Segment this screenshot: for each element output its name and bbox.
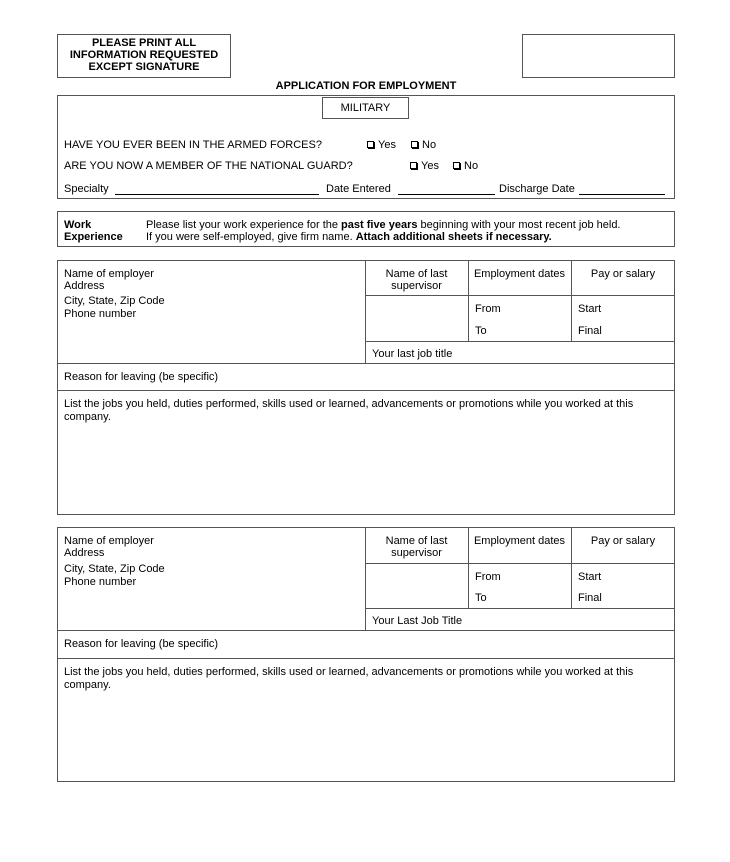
employer-city-label: City, State, Zip Code	[64, 295, 165, 307]
yes-label: Yes	[378, 139, 396, 151]
form-title: APPLICATION FOR EMPLOYMENT	[275, 80, 457, 92]
employment-dates-label: Employment dates	[473, 268, 566, 280]
employer-city-label: City, State, Zip Code	[64, 563, 165, 575]
supervisor-label: Name of last	[385, 268, 448, 280]
specialty-field[interactable]	[115, 194, 319, 195]
from-label: From	[475, 303, 501, 315]
work-experience-label-1: Work	[64, 219, 92, 231]
divider	[57, 363, 675, 364]
divider	[365, 295, 675, 296]
pay-label: Pay or salary	[590, 535, 656, 547]
yes-label: Yes	[421, 160, 439, 172]
job-title-label: Your Last Job Title	[372, 615, 463, 627]
final-label: Final	[578, 325, 602, 337]
employer-phone-label: Phone number	[64, 308, 137, 320]
employment-dates-label: Employment dates	[473, 535, 566, 547]
employer-phone-label: Phone number	[64, 576, 137, 588]
work-experience-label-2: Experience	[64, 231, 123, 243]
date-entered-field[interactable]	[398, 194, 495, 195]
date-entered-label: Date Entered	[326, 183, 391, 195]
instruction-emphasis: Attach additional sheets if necessary.	[355, 231, 552, 243]
divider	[57, 390, 675, 391]
reason-for-leaving-label: Reason for leaving (be specific)	[64, 638, 219, 650]
final-label: Final	[578, 592, 602, 604]
instruction-text: Please list your work experience for the	[146, 219, 342, 231]
employer-address-label: Address	[64, 280, 105, 292]
work-experience-instruction-2	[146, 231, 552, 244]
instruction-emphasis: past five years	[341, 219, 418, 231]
to-label: To	[475, 325, 487, 337]
job-title-label: Your last job title	[372, 348, 453, 360]
supervisor-label: supervisor	[391, 547, 442, 559]
armed-forces-question: HAVE YOU EVER BEEN IN THE ARMED FORCES?	[64, 139, 322, 151]
employer-address-label: Address	[64, 547, 105, 559]
checkbox-icon[interactable]	[367, 141, 374, 148]
instruction-text: If you were self-employed, give firm name.	[146, 231, 356, 243]
reason-for-leaving-label: Reason for leaving (be specific)	[64, 371, 219, 383]
national-guard-question: ARE YOU NOW A MEMBER OF THE NATIONAL GUARD?	[64, 160, 353, 172]
pay-label: Pay or salary	[590, 268, 656, 280]
to-label: To	[475, 592, 487, 604]
print-notice-line-1: PLEASE PRINT ALL	[91, 37, 197, 49]
employer-name-label: Name of employer	[64, 268, 154, 280]
divider	[57, 630, 675, 631]
divider	[365, 341, 675, 342]
armed-forces-no-option[interactable]	[411, 139, 436, 152]
divider	[365, 608, 675, 609]
checkbox-icon[interactable]	[410, 162, 417, 169]
instruction-text: beginning with your most recent job held.	[417, 219, 621, 231]
no-label: No	[422, 139, 437, 151]
divider	[365, 563, 675, 564]
from-label: From	[475, 571, 501, 583]
discharge-date-label: Discharge Date	[499, 183, 575, 195]
supervisor-label: supervisor	[391, 280, 442, 292]
print-notice-line-2: INFORMATION REQUESTED	[69, 49, 219, 61]
armed-forces-yes-option[interactable]	[367, 139, 396, 152]
print-notice-line-3: EXCEPT SIGNATURE	[88, 61, 200, 73]
divider	[57, 658, 675, 659]
checkbox-icon[interactable]	[453, 162, 460, 169]
jobs-held-instruction: List the jobs you held, duties performed, skills used or learned, advancements or promotions while you worked at this company.	[64, 666, 634, 691]
checkbox-icon[interactable]	[411, 141, 418, 148]
military-heading: MILITARY	[340, 102, 391, 114]
start-label: Start	[578, 303, 602, 315]
specialty-label: Specialty	[64, 183, 109, 195]
discharge-date-field[interactable]	[579, 194, 665, 195]
employer-name-label: Name of employer	[64, 535, 154, 547]
office-use-box[interactable]	[522, 34, 675, 78]
supervisor-label: Name of last	[385, 535, 448, 547]
no-label: No	[464, 160, 479, 172]
national-guard-yes-option[interactable]	[410, 160, 439, 173]
jobs-held-instruction: List the jobs you held, duties performed, skills used or learned, advancements or promotions while you worked at this company.	[64, 398, 634, 423]
start-label: Start	[578, 571, 602, 583]
national-guard-no-option[interactable]	[453, 160, 478, 173]
